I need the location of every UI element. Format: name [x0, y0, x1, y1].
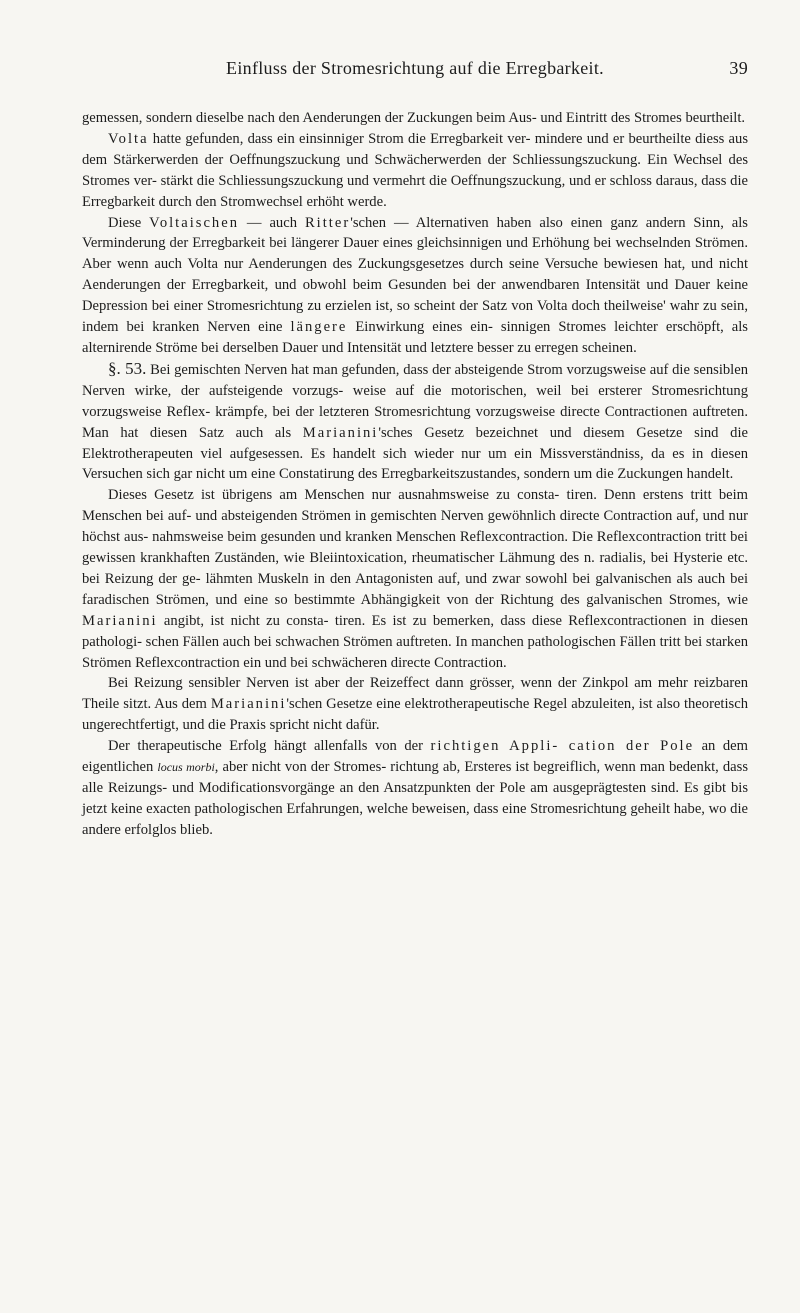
text-run: — auch [239, 214, 305, 231]
paragraph-text: hatte gefunden, dass ein einsinniger Strom die Erregbarkeit ver- mindere und er beurtheilte diess aus dem Stärkerwerden der Oeffnungszuckung und Schwächerwerden der Schliessungszuckung. Ein Wechsel des Stromes ver- stärkt die Schliessungszuckung und vermehrt die Oeffnungszuckung, und er schloss daraus, dass die Erregbarkeit durch den Stromwechsel erhöht werde. [82, 130, 748, 210]
spaced-emphasis: Marianini [82, 612, 158, 629]
spaced-emphasis: richtigen Appli- cation der Pole [430, 738, 695, 755]
spaced-emphasis: längere [290, 319, 348, 336]
text-run: Einwirkung eines ein- sinnigen Stromes leichter erschöpft, als alternirende Ströme bei derselben Dauer und Intensität und letztere besser zu erregen scheinen. [82, 319, 748, 356]
text-run: angibt, ist nicht zu consta- tiren. Es ist zu bemerken, dass diese Reflexcontractionen in diesen pathologi- schen Fällen auch bei schwachen Strömen auftreten. In manchen pathologischen Fällen tritt bei starken Strömen Reflexcontraction ein und bei schwächeren directe Contraction. [82, 612, 748, 671]
text-run: an dem eigentlichen [82, 738, 748, 776]
spaced-name: Volta [108, 130, 149, 147]
spaced-emphasis: Marianini [210, 696, 287, 713]
paragraph [82, 129, 748, 213]
paragraph [82, 108, 748, 129]
paragraph [82, 485, 748, 673]
text-run: Dieses Gesetz ist übrigens am Menschen nur ausnahmsweise zu consta- tiren. Denn erstens tritt beim Menschen bei auf- und absteigenden Strömen in gemischten Nerven gewöhnlich directe Contraction auf, und nur höchst aus- nahmsweise beim gesunden und kranken Menschen Reflexcontraction. Die Reflexcontraction tritt bei gewissen krankhaften Zuständen, wie Bleiintoxication, rheumatischer Lähmung des n. radialis, bei Hysterie etc. bei Reizung der ge- lähmten Muskeln in den Antagonisten auf, und zwar sowohl bei galvanischen als auch bei faradischen Strömen, und eine so bestimmte Abhängigkeit von der Richtung des galvanischen Stromes, wie [82, 487, 748, 608]
italic-term: locus morbi [157, 760, 215, 775]
paragraph [82, 736, 748, 841]
spaced-emphasis: Marianini [302, 424, 379, 441]
text-run: Bei gemischten Nerven hat man gefunden, dass der absteigende Strom vorzugsweise auf die sensiblen Nerven wirke, der aufsteigende vorzugs- weise auf die motorischen, weil bei ersterer Stromesrichtung vorzugsweise Reflex- krämpfe, bei der letzteren Stromesrichtung vorzugsweise directe Contractionen auftreten. Man hat diesen Satz auch als [82, 361, 748, 441]
paragraph [82, 213, 748, 359]
spaced-emphasis: Ritter [304, 214, 351, 231]
text-run: , aber nicht von der Stromes- richtung ab, Ersteres ist begreiflich, wenn man bedenkt, dass alle Reizungs- und Modificationsvorgänge an den Ansatzpunkten der Pole am ausgeprägtesten sind. Es gibt bis jetzt keine exacten pathologischen Erfahrungen, welche beweisen, dass eine Stromesrichtung geheilt habe, wo die andere erfolglos blieb. [82, 759, 749, 838]
paragraph [82, 673, 748, 736]
running-title: Einfluss der Stromesrichtung auf die Erregbarkeit. [226, 58, 604, 78]
spaced-emphasis: Voltaischen [149, 214, 239, 231]
section-number: §. 53. [108, 358, 147, 378]
text-run: Der therapeutische Erfolg hängt allenfalls von der [108, 738, 431, 755]
body-text [82, 108, 748, 841]
text-run: 'schen Gesetze eine elektrotherapeutische Regel abzuleiten, ist also theoretisch ungerechtfertigt, und die Praxis spricht nicht dafür. [82, 696, 748, 734]
text-run: Diese [108, 214, 150, 231]
paragraph [82, 359, 748, 485]
text-run: 'schen — Alternativen haben also einen ganz andern Sinn, als Verminderung der Erregbarkeit bei längerer Dauer eines gleichsinnigen und Erhöhung bei wechselnden Strömen. Aber wenn auch Volta nur Aenderungen des Zuckungsgesetzes durch seine Versuche bewiesen hat, und nicht Aenderungen der Erregbarkeit, und obwohl beim Gesunden bei der anwendbaren Intensität und Dauer keine Depression bei einer Stromesrichtung zu erzielen ist, so scheint der Satz von Volta doch theilweise' wahr zu sein, indem bei kranken Nerven eine [82, 214, 748, 336]
text-run: 'sches Gesetz bezeichnet und diesem Gesetze sind die Elektrotherapeuten viel aufgesessen. Es handelt sich wieder nur um ein Missverständniss, da es in diesen Versuchen sich gar nicht um eine Constatirung des Erregbarkeitszustandes, sondern um die Zuckungen handelt. [82, 424, 748, 483]
paragraph-text: gemessen, sondern dieselbe nach den Aenderungen der Zuckungen beim Aus- und Eintritt des Stromes beurtheilt. [82, 110, 746, 126]
running-header [82, 58, 748, 86]
text-run: Bei Reizung sensibler Nerven ist aber der Reizeffect dann grösser, wenn der Zinkpol am mehr reizbaren Theile sitzt. Aus dem [82, 675, 748, 713]
page-number: 39 [729, 58, 748, 78]
